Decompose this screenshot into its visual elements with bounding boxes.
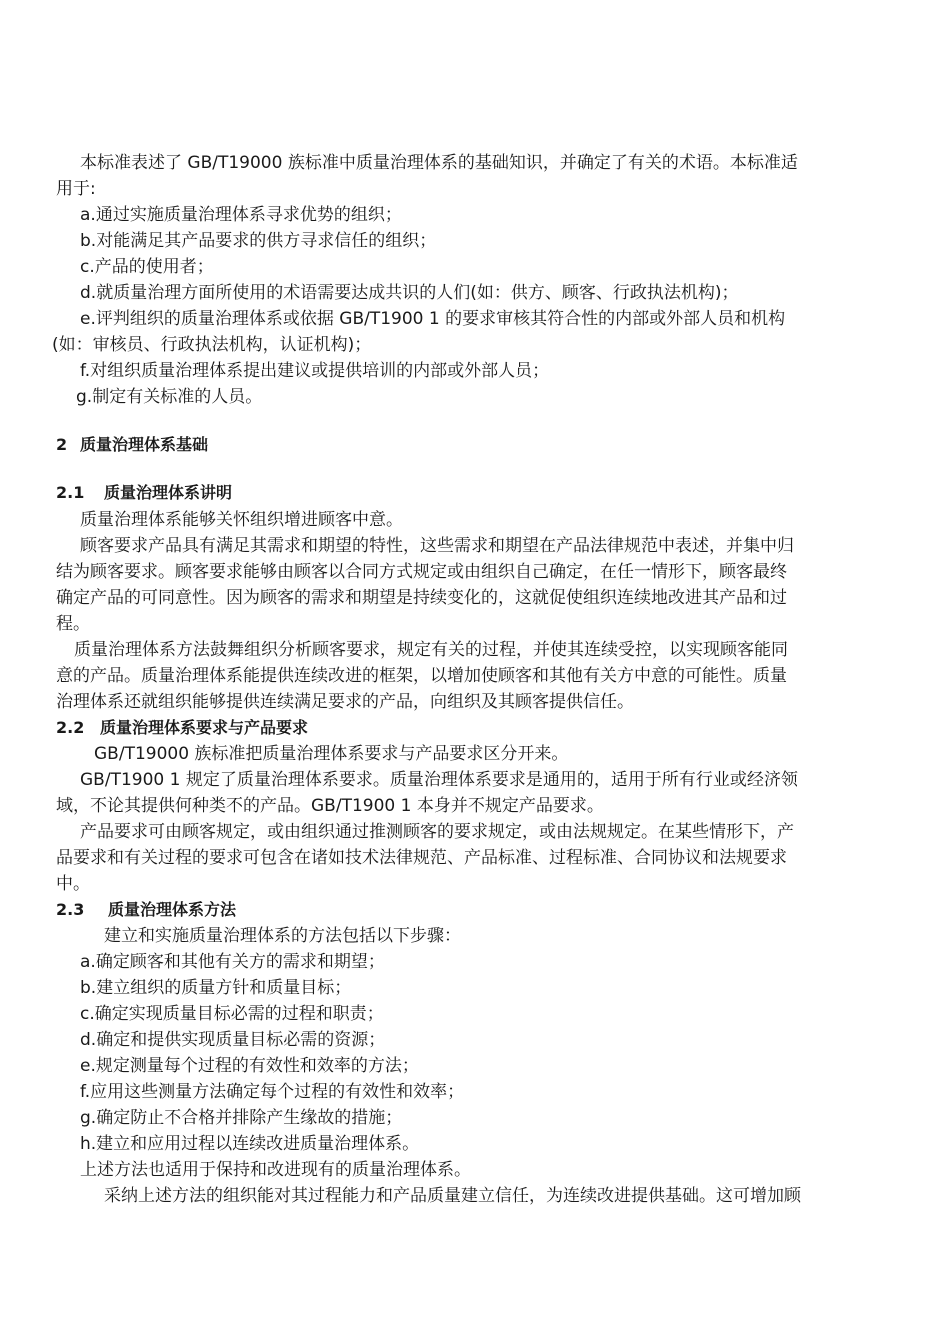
intro-item-c: c.产品的使用者； <box>80 257 214 277</box>
s21-line-2: 顾客要求产品具有满足其需求和期望的特性，这些需求和期望在产品法律规范中表述，并集中归 <box>80 536 794 556</box>
s23-item-d: d.确定和提供实现质量目标必需的资源； <box>80 1030 386 1050</box>
s23-line-last: 采纳上述方法的组织能对其过程能力和产品质量建立信任，为连续改进提供基础。这可增加顾 <box>104 1186 801 1206</box>
intro-item-d: d.就质量治理方面所使用的术语需要达成共识的人们(如：供方、顾客、行政执法机构)； <box>80 283 739 303</box>
intro-item-a: a.通过实施质量治理体系寻求优势的组织； <box>80 205 402 225</box>
s22-line-2: GB/T1900 1 规定了质量治理体系要求。质量治理体系要求是通用的，适用于所有行业或经济领 <box>80 770 798 790</box>
s21-line-6: 质量治理体系方法鼓舞组织分析顾客要求，规定有关的过程，并使其连续受控，以实现顾客能同 <box>74 640 788 660</box>
intro-item-e: e.评判组织的质量治理体系或依据 GB/T1900 1 的要求审核其符合性的内部或外部人员和机构 <box>80 309 786 329</box>
intro-line-1: 本标准表述了 GB/T19000 族标准中质量治理体系的基础知识，并确定了有关的术语。本标准适 <box>80 153 798 173</box>
s23-item-f: f.应用这些测量方法确定每个过程的有效性和效率； <box>80 1082 465 1102</box>
s23-item-h: h.建立和应用过程以连续改进质量治理体系。 <box>80 1134 420 1154</box>
s21-line-1: 质量治理体系能够关怀组织增进顾客中意。 <box>80 510 403 530</box>
section-2-2-title: 质量治理体系要求与产品要求 <box>100 718 309 737</box>
section-2-1-heading <box>56 480 232 506</box>
s23-item-g: g.确定防止不合格并排除产生缘故的措施； <box>80 1108 403 1128</box>
s22-line-4: 产品要求可由顾客规定，或由组织通过推测顾客的要求规定，或由法规规定。在某些情形下，产 <box>80 822 794 842</box>
intro-item-b: b.对能满足其产品要求的供方寻求信任的组织； <box>80 231 437 251</box>
s23-item-a: a.确定顾客和其他有关方的需求和期望； <box>80 952 385 972</box>
s22-line-1: GB/T19000 族标准把质量治理体系要求与产品要求区分开来。 <box>94 744 569 764</box>
s21-line-8: 治理体系还就组织能够提供连续满足要求的产品，向组织及其顾客提供信任。 <box>56 692 634 712</box>
s21-line-4: 确定产品的可同意性。因为顾客的需求和期望是持续变化的，这就促使组织连续地改进其产品和过 <box>56 588 787 608</box>
section-2-3-number: 2.3 <box>56 900 85 919</box>
section-2-title: 质量治理体系基础 <box>80 435 209 454</box>
section-2-3-title: 质量治理体系方法 <box>108 900 237 919</box>
s23-line-1: 建立和实施质量治理体系的方法包括以下步骤： <box>104 926 461 946</box>
section-2-1-number: 2.1 <box>56 483 85 502</box>
section-2-2-number: 2.2 <box>56 718 85 737</box>
s22-line-5: 品要求和有关过程的要求可包含在诸如技术法律规范、产品标准、过程标准、合同协议和法规要求 <box>56 848 787 868</box>
s23-item-e: e.规定测量每个过程的有效性和效率的方法； <box>80 1056 419 1076</box>
section-2-2-heading <box>56 715 308 741</box>
intro-item-f: f.对组织质量治理体系提出建议或提供培训的内部或外部人员； <box>80 361 550 381</box>
section-2-number: 2 <box>56 435 68 454</box>
section-2-1-title: 质量治理体系讲明 <box>104 483 233 502</box>
intro-line-2: 用于: <box>56 179 96 199</box>
section-2-3-heading <box>56 897 236 923</box>
intro-item-g: g.制定有关标准的人员。 <box>76 387 263 407</box>
s23-line-summary: 上述方法也适用于保持和改进现有的质量治理体系。 <box>80 1160 471 1180</box>
s21-line-5: 程。 <box>56 614 90 634</box>
s23-item-b: b.建立组织的质量方针和质量目标； <box>80 978 352 998</box>
s22-line-3: 域，不论其提供何种类不的产品。GB/T1900 1 本身并不规定产品要求。 <box>56 796 604 816</box>
s23-item-c: c.确定实现质量目标必需的过程和职责； <box>80 1004 384 1024</box>
intro-item-e-cont: (如：审核员、行政执法机构，认证机构)； <box>52 335 372 355</box>
section-2-heading <box>56 432 208 458</box>
s21-line-3: 结为顾客要求。顾客要求能够由顾客以合同方式规定或由组织自己确定，在任一情形下，顾客最终 <box>56 562 787 582</box>
s21-line-7: 意的产品。质量治理体系能提供连续改进的框架，以增加使顾客和其他有关方中意的可能性。质量 <box>56 666 787 686</box>
s22-line-6: 中。 <box>56 874 90 894</box>
